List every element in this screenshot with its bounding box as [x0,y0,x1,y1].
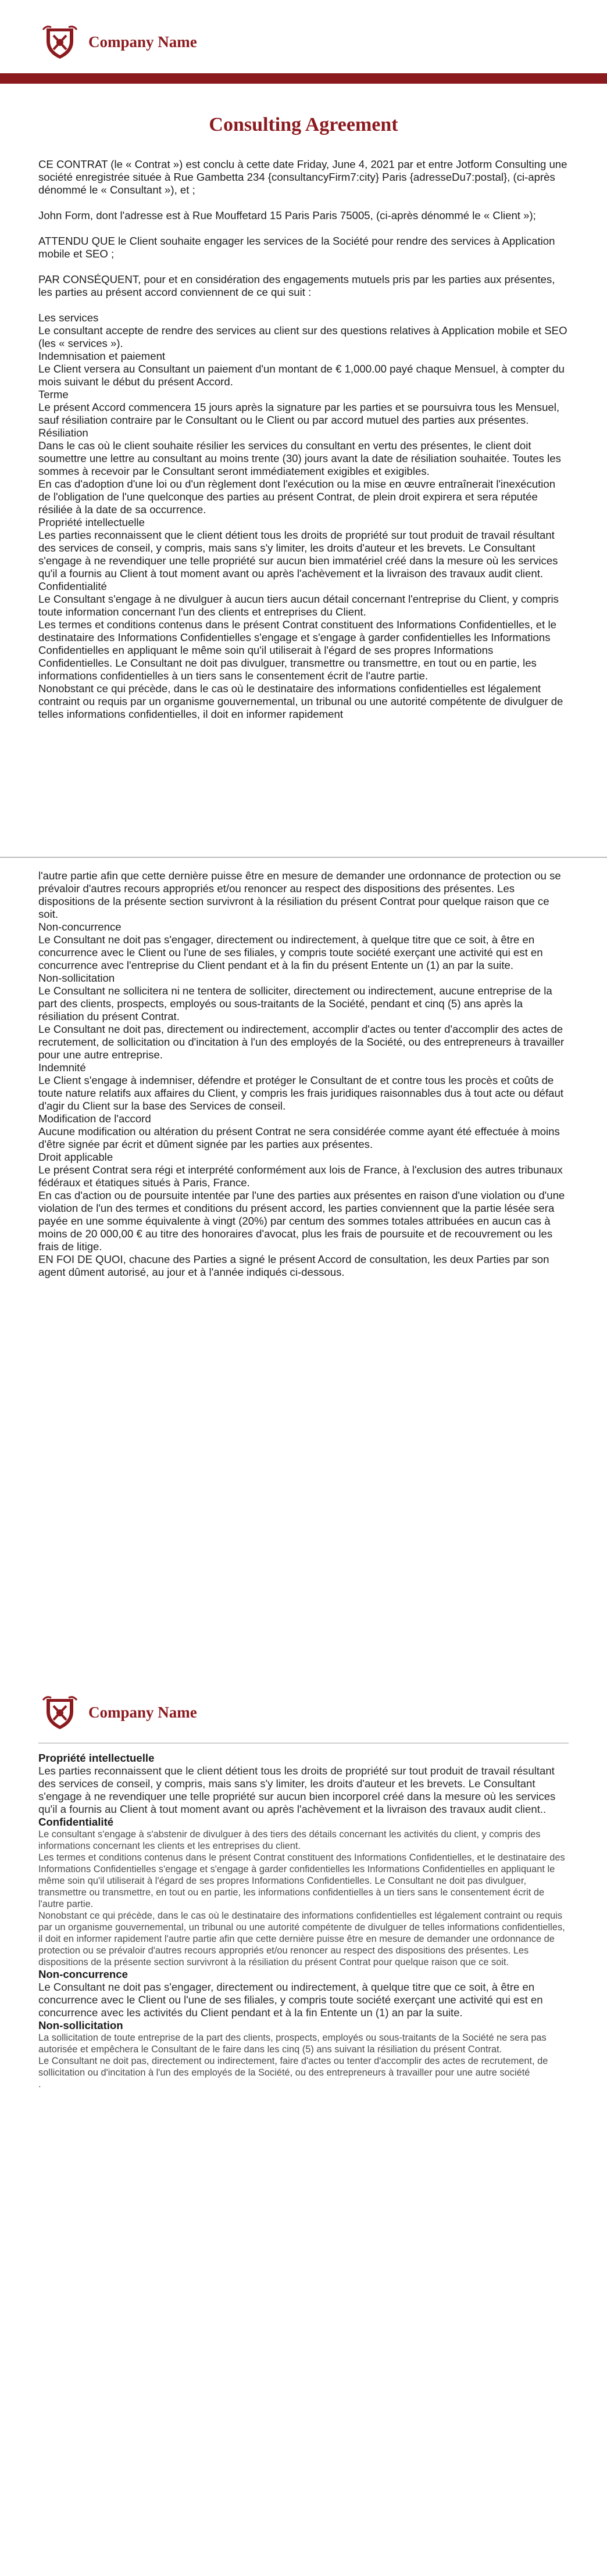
intro-paragraph: CE CONTRAT (le « Contrat ») est conclu à cette date Friday, June 4, 2021 par et entre Jotform Consulting une société enregistrée située à Rue Gambetta 234 {consultancyFirm7:city} Paris {adresseDu7:postal}, (ci-après dénommé le « Consultant »), et ; [38,158,567,196]
clause-heading: Propriété intellectuelle [38,516,145,528]
clause-text: Les parties reconnaissent que le client détient tous les droits de propriété sur tout produit de travail résultant des services de conseil, y compris, mais sans s'y limiter, les droits d'auteur et les brevets. Le Consultant s'engage à ne revendiquer une telle propriété sur aucun bien immatériel créé dans la mesure où les services qu'il a fournis au Client à tout moment avant ou après l'achèvement et la livraison des travaux audit client. [38,529,558,579]
section-heading: Propriété intellectuelle [38,1752,155,1764]
clause-text: Le présent Accord commencera 15 jours après la signature par les parties et se poursuivra tous les Mensuel, sauf résiliation contraire par le Consultant ou le Client ou par accord mutuel des parties aux présentes. [38,401,560,426]
clause-text: Aucune modification ou altération du présent Contrat ne sera considérée comme ayant été effectuée à moins d'être signée par écrit et dûment signée par les parties aux présentes. [38,1125,560,1150]
section-text: Les parties reconnaissent que le client détient tous les droits de propriété sur tout produit de travail résultant des services de conseil, y compris, mais sans s'y limiter, les droits d'auteur et les brevets. Le Consultant s'engage à ne revendiquer une telle propriété sur aucun bien incorporel créé dans la mesure où les services qu'il a fournis au Client à tout moment avant ou après l'achèvement et la livraison des travaux audit client.. [38,1765,556,1815]
clause-text: Nonobstant ce qui précède, dans le cas où le destinataire des informations confidentielles est légalement contraint ou requis par un organisme gouvernemental, un tribunal ou une autorité compétente de divulguer de telles informations confidentielles, il doit en informer rapidement [38,682,563,720]
clause-text: Le Client s'engage à indemniser, défendre et protéger le Consultant de et contre tous les procès et coûts de toute nature relatifs aux affaires du Client, y compris les frais juridiques raisonnables dus à tout acte ou défaut d'agir du Client sur la base des Services de conseil. [38,1074,563,1112]
section-text: Nonobstant ce qui précède, dans le cas où le destinataire des informations confidentielles est légalement contraint ou requis par un organisme gouvernemental, un tribunal ou une autorité compétente de divulguer de telles informations confidentielles, il doit en informer rapidement l'autre partie afin que cette dernière puisse être en mesure de demander une ordonnance de protection ou se prévaloir d'autres recours appropriés et/ou renoncer au respect des dispositions des présentes. Les dispositions de la présente section survivront à la résiliation du présent Contrat pour quelque raison que ce soit. [38,1910,565,1967]
clause-text: Le Consultant s'engage à ne divulguer à aucun tiers aucun détail concernant l'entreprise du Client, y compris toute information concernant l'un des clients et entreprises du Client. [38,593,559,618]
clause-text: Les termes et conditions contenus dans le présent Contrat constituent des Informations Confidentielles, et le destinataire des Informations Confidentielles s'engage et s'engage à garder confidentielles les Informations Confidentielles en appliquant le même soin qu'il utiliserait à l'égard de ses propres Informations Confidentielles. Le Consultant ne doit pas divulguer, transmettre ou transmettre, en tout ou en partie, les informations confidentielles à un tiers sans le consentement écrit de l'autre partie. [38,618,556,682]
section-text: Le Consultant ne doit pas s'engager, directement ou indirectement, à quelque titre que ce soit, à être en concurrence avec le Client ou l'une de ses filiales, y compris toute société exerçant une activité qui est en concurrence avec les activités du Client pendant et à la fin Entente un (1) an par la suite. [38,1981,543,2019]
company-name: Company Name [88,1703,197,1721]
clause-heading: Indemnisation et paiement [38,350,166,362]
section-text: Les termes et conditions contenus dans le présent Contrat constituent des Informations Confidentielles, et le destinataire des Informations Confidentielles s'engage et s'engage à garder confidentielles les Informations Confidentielles en appliquant le même soin qu'il utiliserait à l'égard de ses propres Informations Confidentielles. Le Consultant ne doit pas divulguer, transmettre ou transmettre, en tout ou en partie, les informations confidentielles à un tiers sans le consentement écrit de l'autre partie. [38,1852,565,1909]
clause-text: l'autre partie afin que cette dernière puisse être en mesure de demander une ordonnance de protection ou se prévaloir d'autres recours appropriés et/ou renoncer au respect des dispositions des présentes. Les dispositions de la présente section survivront à la résiliation du présent Contrat pour quelque raison que ce soit. [38,870,561,920]
clause-text: Le Consultant ne doit pas s'engager, directement ou indirectement, à quelque titre que ce soit, à être en concurrence avec le Client ou l'une de ses filiales, y compris toute société exerçant une activité qui est en concurrence avec l'entreprise du Client pendant et à la fin du présent Entente un (1) an par la suite. [38,933,543,971]
section-heading: Non-concurrence [38,1968,128,1980]
clause-heading: Les services [38,312,99,324]
page-header [0,1674,607,1730]
clause-heading: Droit applicable [38,1151,113,1163]
intro-paragraph: PAR CONSÉQUENT, pour et en considération des engagements mutuels pris par les parties aux présentes, les parties au présent accord conviennent de ce qui suit : [38,273,555,298]
clause-heading: Confidentialité [38,580,107,592]
agreement-body [38,158,569,721]
clause-text: EN FOI DE QUOI, chacune des Parties a signé le présent Accord de consultation, les deux Parties par son agent dûment autorisé, au jour et à l'année indiqués ci-dessous. [38,1253,549,1278]
clause-heading: Terme [38,388,69,400]
clause-heading: Non-sollicitation [38,972,115,984]
company-crest-icon [41,1694,79,1730]
page-break-divider [0,857,607,858]
page-header [0,0,607,62]
clause-text: Le Client versera au Consultant un paiement d'un montant de € 1,000.00 payé chaque Mensuel, à compter du mois suivant le début du présent Accord. [38,363,565,388]
document-title: Consulting Agreement [209,114,398,135]
clause-text: Le présent Contrat sera régi et interprété conformément aux lois de France, à l'exclusion des autres tribunaux fédéraux et étatiques situés à Paris, France. [38,1164,563,1189]
clause-heading: Résiliation [38,427,88,439]
company-crest-icon [41,24,79,60]
section-heading: Confidentialité [38,1816,114,1828]
company-name: Company Name [88,33,197,51]
section-text: Le Consultant ne doit pas, directement ou indirectement, faire d'actes ou tenter d'accomplir des actes de recrutement, de sollicitation ou d'incitation à l'un des employés de la Société, ou des entrepreneurs à travailler pour une autre société [38,2056,548,2078]
clause-text: Le Consultant ne doit pas, directement ou indirectement, accomplir d'actes ou tenter d'accomplir des actes de recrutement, de sollicitation ou d'incitation à l'un des employés de la Société, ou des entrepreneurs à travailler pour une autre entreprise. [38,1023,565,1061]
document-page-2 [0,1674,607,2576]
clause-text: Le consultant accepte de rendre des services au client sur des questions relatives à Application mobile et SEO (les « services »). [38,324,567,349]
clause-heading: Modification de l'accord [38,1112,151,1125]
intro-paragraph: ATTENDU QUE le Client souhaite engager les services de la Société pour rendre des services à Application mobile et SEO ; [38,235,555,260]
section-text: La sollicitation de toute entreprise de la part des clients, prospects, employés ou sous-traitants de la Société ne sera pas autorisée et empêchera le Consultant de le faire dans les cinq (5) ans suivant la résiliation du présent Contrat. [38,2033,547,2055]
section-text: Le consultant s'engage à s'abstenir de divulguer à des tiers des détails concernant les activités du client, y compris des informations concernant les clients et les entreprises du client. [38,1829,541,1851]
clause-text: Dans le cas où le client souhaite résilier les services du consultant en vertu des présentes, le client doit soumettre une lettre au consultant au moins trente (30) jours avant la date de résiliation souhaitée. Toutes les sommes à recevoir par le Consultant seront immédiatement exigibles et exigibles. [38,439,561,477]
agreement-body-page-2 [0,1744,607,2090]
section-text: . [38,2079,41,2090]
header-band [0,73,607,84]
clause-heading: Non-concurrence [38,921,122,933]
clause-text: En cas d'action ou de poursuite intentée par l'une des parties aux présentes en raison d'une violation ou d'une violation de l'un des termes et conditions du présent accord, les parties conviennent que la partie lésée sera payée en une somme équivalente à vingt (20%) par centum des sommes totales attribuées en aucun cas à moins de 20 000,00 € au titre des honoraires d'avocat, plus les frais de poursuite et de recouvrement ou les frais de litige. [38,1189,565,1253]
section-heading: Non-sollicitation [38,2019,123,2031]
clause-heading: Indemnité [38,1061,86,1074]
clause-text: En cas d'adoption d'une loi ou d'un règlement dont l'exécution ou la mise en œuvre entraînerait l'inexécution de l'obligation de l'une quelconque des parties au présent Contrat, de plein droit expirera et sera réputée résiliée à la date de sa occurrence. [38,478,556,516]
agreement-body-continued [38,870,569,1279]
intro-paragraph: John Form, dont l'adresse est à Rue Mouffetard 15 Paris Paris 75005, (ci-après dénommé le « Client »); [38,209,536,221]
clause-text: Le Consultant ne sollicitera ni ne tentera de solliciter, directement ou indirectement, aucune entreprise de la part des clients, prospects, employés ou sous-traitants de la Société, pendant et cinq (5) ans après la résiliation du présent Contrat. [38,985,552,1022]
